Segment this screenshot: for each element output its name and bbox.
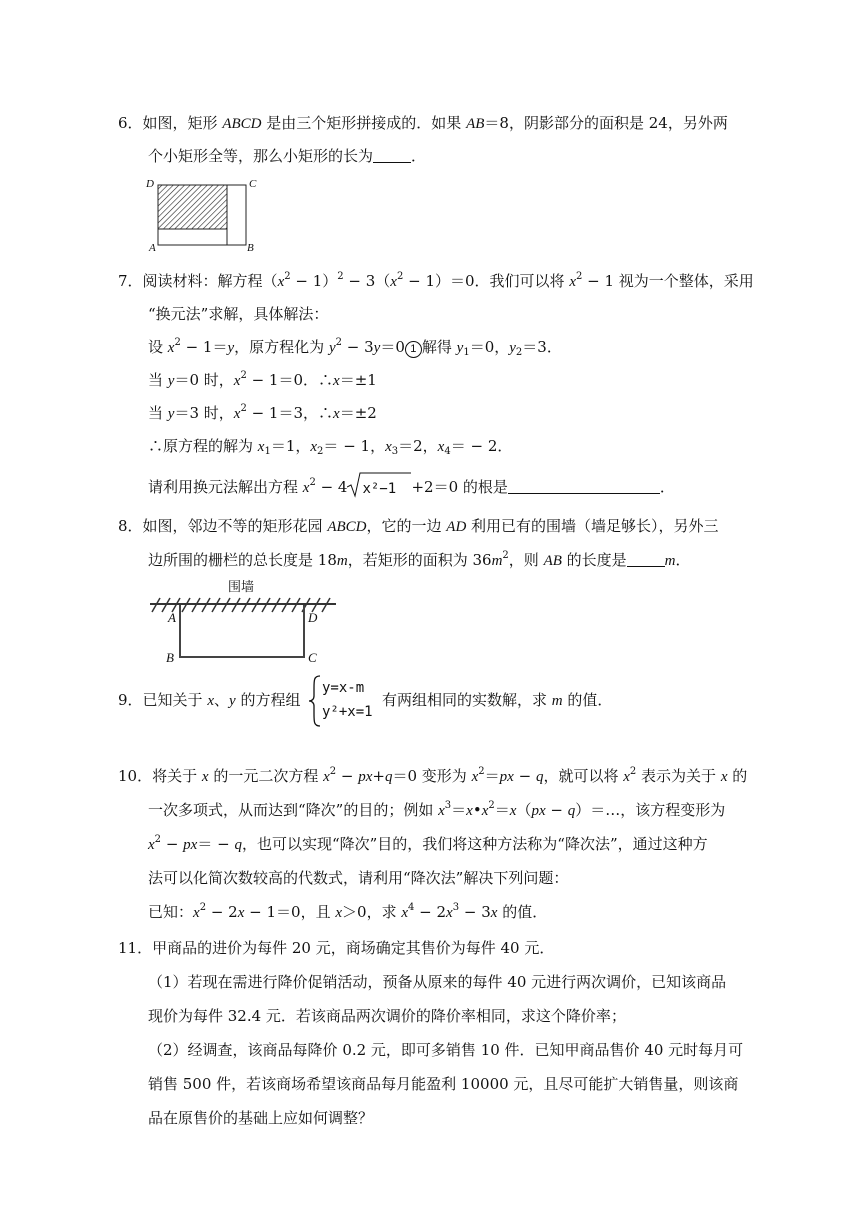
q8-line-1: 8．如图，邻边不等的矩形花园 ABCD，它的一边 AD 利用已有的围墙（墙足够长），另外三 <box>118 517 719 535</box>
circled-number: 1 <box>405 341 422 358</box>
label-b: B <box>247 242 254 254</box>
q9-line-1: 9．已知关于 x、y 的方程组 <box>118 691 301 709</box>
q10-line-4: 法可以化简次数较高的代数式，请利用“降次法”解决下列问题： <box>148 869 569 887</box>
q7-line-1: 7．阅读材料：解方程$(x^2 - 1)^2 - 3(x^2 - 1)=0$．我们可以将 $x^2 - 1$ 视为一个整体，采用 <box>118 271 754 290</box>
q10-line-1: 10．将关于 x 的一元二次方程 $x^2 - px+q=0$ 变形为 $x^2=px - q$，就可以将 $x^2$ 表示为关于 x 的 <box>118 766 748 785</box>
q9-line-1-end: 有两组相同的实数解，求 m 的值． <box>382 691 613 709</box>
q10-line-5: 已知：$x^2 - 2x - 1=0$，且 x＞0，求 $x^4 - 2x^3 - 3x$ 的值． <box>148 902 548 921</box>
q11-line-6: 品在原售价的基础上应如何调整？ <box>148 1109 374 1127</box>
radical: x²−1 <box>347 472 411 498</box>
label-a: A <box>149 242 156 254</box>
q11-line-1: 11．甲商品的进价为每件 20 元，商场确定其售价为每件 40 元． <box>118 939 555 957</box>
label-a: A <box>168 610 176 625</box>
answer-blank <box>508 479 660 494</box>
q11-line-5: 销售 500 件，若该商场希望该商品每月能盈利 10000 元，且尽可能扩大销售量，则该商 <box>148 1075 739 1093</box>
q8-line-2: 边所围的栅栏的总长度是 18m，若矩形的面积为 $36m^2$，则 AB 的长度是 m． <box>148 550 691 569</box>
q7-line-6: ∴原方程的解为 $x_1=1$，$x_2= - 1$，$x_3=2$，$x_4= - 2$． <box>148 437 513 457</box>
q11-line-4: （2）经调查，该商品每降价 0.2 元，即可多销售 10 件．已知甲商品售价 40 元时每月可 <box>148 1041 744 1059</box>
label-b: B <box>166 650 174 665</box>
q7-line-3: 设 $x^2 - 1=y$，原方程化为 $y^2 - 3y=0$ 1 解得 $y_1=0$，$y_2=3$． <box>148 337 562 358</box>
wall-label: 围墙 <box>228 579 255 594</box>
answer-blank <box>373 148 411 163</box>
q6-line-1: 6．如图，矩形 ABCD 是由三个矩形拼接成的．如果 AB＝8，阴影部分的面积是 24，另外两 <box>118 114 728 132</box>
q6-line-2: 个小矩形全等，那么小矩形的长为 ． <box>148 147 427 165</box>
equation-2: y²+x=1 <box>322 704 373 720</box>
q7-line-2: “换元法”求解，具体解法： <box>148 305 329 323</box>
equation-1: y=x-m <box>322 680 365 696</box>
q11-line-3: 现价为每件 32.4 元．若该商品两次调价的降价率相同，求这个降价率； <box>148 1007 626 1025</box>
q11-line-2: （1）若现在需进行降价促销活动，预备从原来的每件 40 元进行两次调价，已知该商品 <box>148 973 727 991</box>
answer-blank <box>627 552 665 567</box>
label-c: C <box>308 650 317 665</box>
q6-figure <box>146 178 258 256</box>
q7-line-7: 请利用换元法解出方程 $x^2 - 4$ x²−1 +2＝0 的根是 ． <box>148 472 675 498</box>
label-d: D <box>146 178 154 190</box>
q8-figure <box>148 578 340 670</box>
q10-line-2: 一次多项式，从而达到“降次”的目的；例如 $x^3=x•x^2=x(px$ − q）＝…，该方程变形为 <box>148 800 726 819</box>
equation-system <box>308 674 382 728</box>
q7-line-4: 当 y＝0 时，$x^2 - 1=0$．∴x＝±1 <box>148 370 377 389</box>
label-c: C <box>249 178 257 190</box>
label-d: D <box>308 610 318 625</box>
q10-line-3: $x^2 - px= - q$，也可以实现“降次”目的，我们将这种方法称为“降次法”，通过这种方 <box>148 834 708 853</box>
q7-line-5: 当 y＝3 时，$x^2 - 1=3$，∴x＝±2 <box>148 403 377 422</box>
